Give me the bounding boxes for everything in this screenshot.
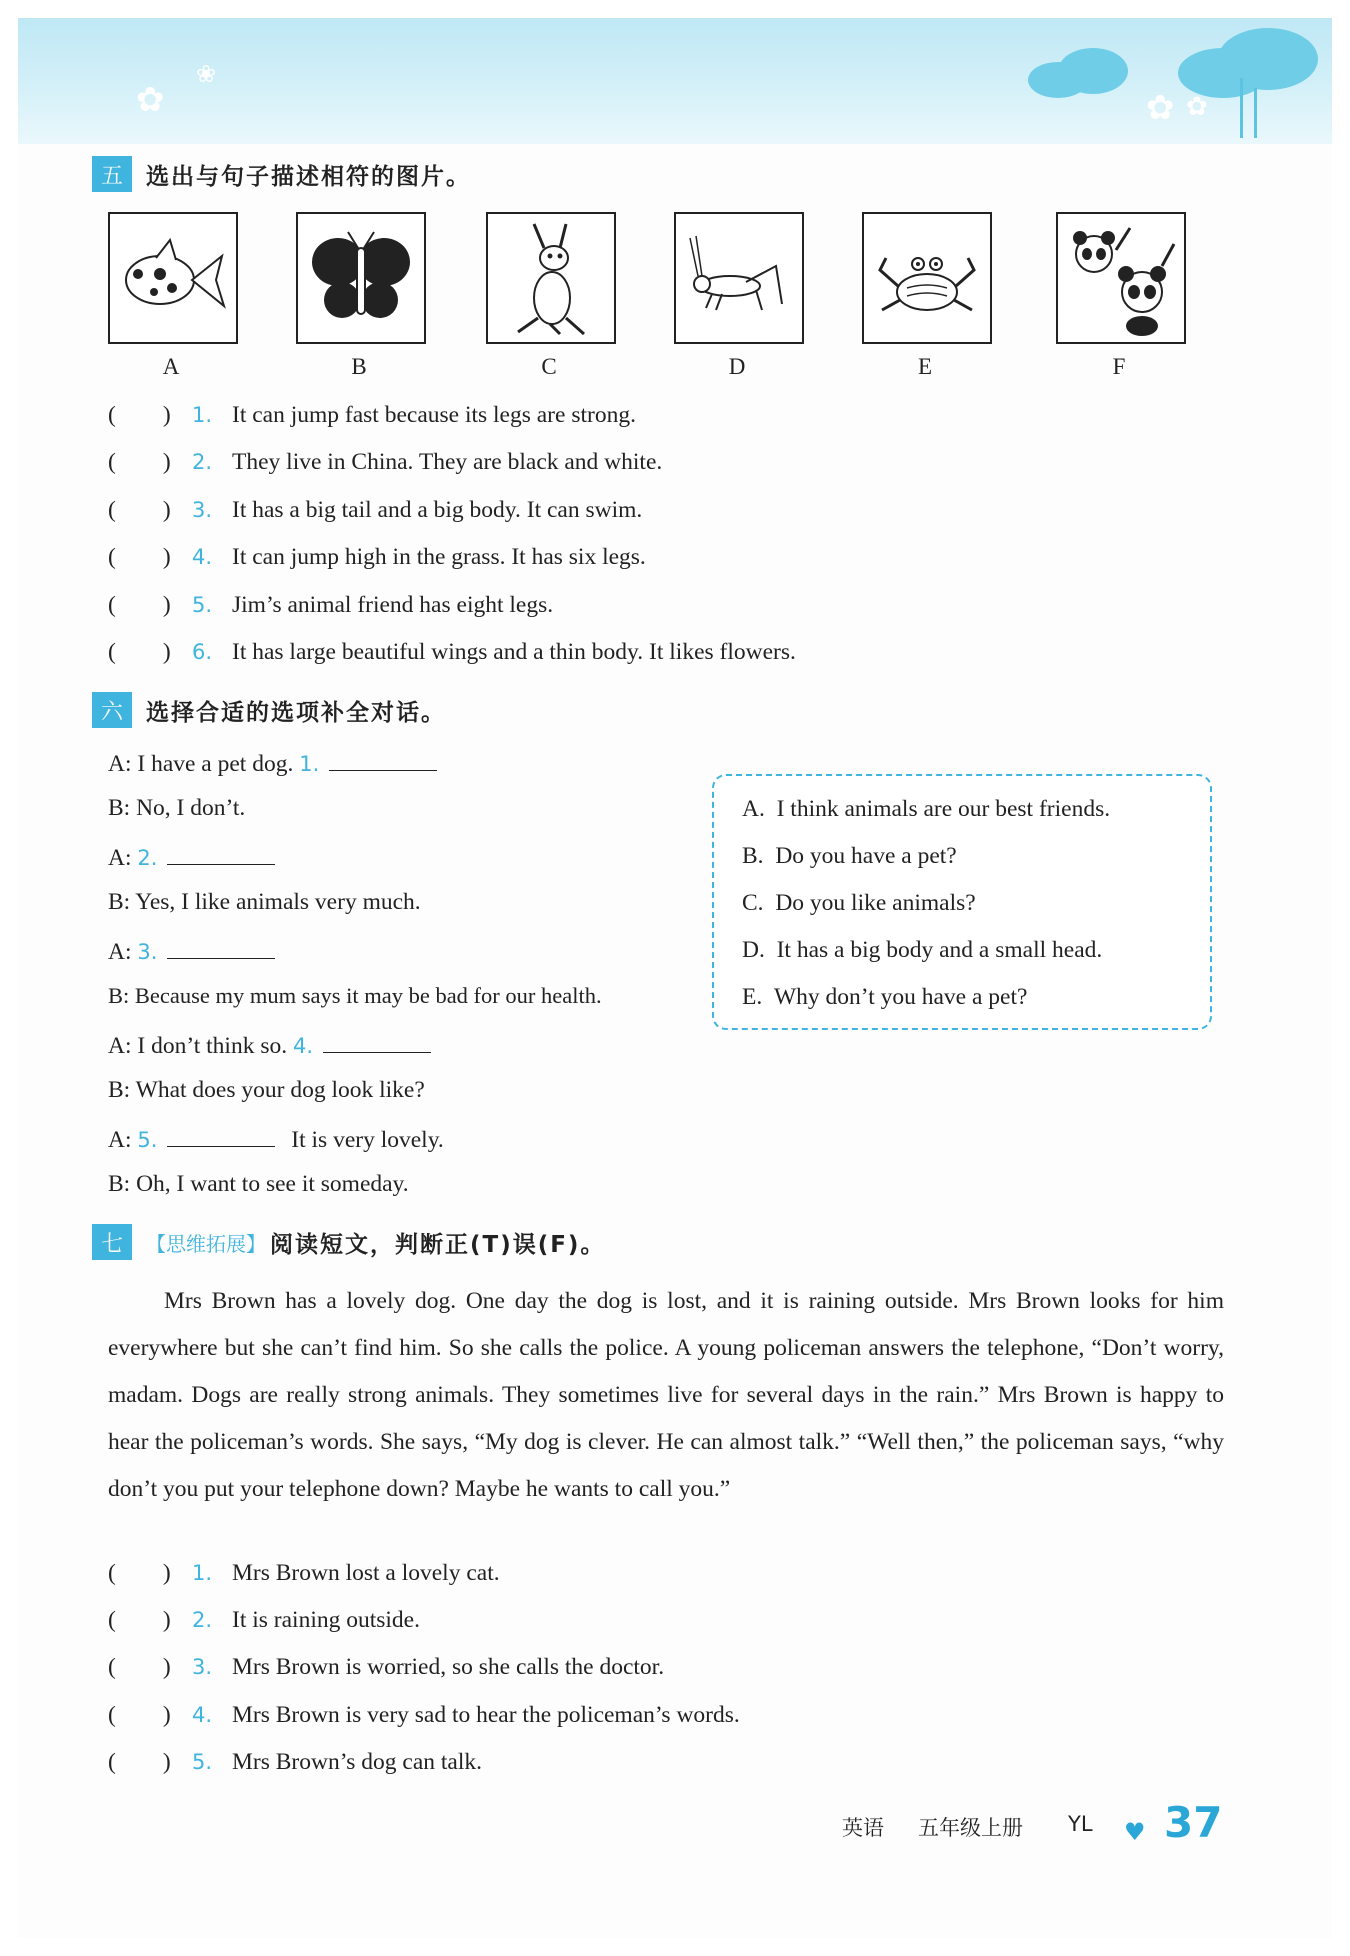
dialogue-line: A: 3. xyxy=(108,936,275,966)
question-text: Mrs Brown’s dog can talk. xyxy=(232,1749,482,1775)
footer-edition: YL xyxy=(1068,1812,1093,1836)
grass-stem xyxy=(1240,78,1243,138)
dialogue-line: B: What does your dog look like? xyxy=(108,1077,425,1103)
section-number: 五 xyxy=(92,156,132,192)
question-text: Mrs Brown is very sad to hear the policeman’s words. xyxy=(232,1702,740,1728)
picture-kangaroo xyxy=(486,212,616,344)
footer-grade: 五年级上册 xyxy=(918,1816,1023,1840)
question-line: 1. xyxy=(192,403,213,427)
answer-blank[interactable] xyxy=(167,1124,275,1147)
question-text: Jim’s animal friend has eight legs. xyxy=(232,592,554,618)
question-line: 4. xyxy=(192,545,213,569)
question-text: Mrs Brown lost a lovely cat. xyxy=(232,1560,500,1586)
dialogue-line: A: 5. It is very lovely. xyxy=(108,1124,444,1154)
goldfish-icon xyxy=(110,214,236,342)
question-line: 3. xyxy=(192,1655,213,1679)
question-line: 2. xyxy=(192,1608,213,1632)
picture-grasshopper xyxy=(674,212,804,344)
section-title: 选出与句子描述相符的图片。 xyxy=(146,163,471,190)
option-item: A. I think animals are our best friends. xyxy=(742,796,1111,822)
footer-subject: 英语 xyxy=(842,1816,884,1840)
question-line: 3. xyxy=(192,498,213,522)
answer-paren[interactable]: ( ) xyxy=(108,1654,171,1680)
answer-paren[interactable]: ( ) xyxy=(108,449,171,475)
butterfly-icon xyxy=(298,214,424,342)
question-text: It can jump fast because its legs are strong. xyxy=(232,402,636,428)
cloud-shape xyxy=(1058,48,1128,94)
answer-paren[interactable]: ( ) xyxy=(108,402,171,428)
answer-blank[interactable] xyxy=(167,936,275,959)
section-number: 七 xyxy=(92,1224,132,1260)
option-item: D. It has a big body and a small head. xyxy=(742,937,1103,963)
answer-paren[interactable]: ( ) xyxy=(108,1607,171,1633)
question-line: 5. xyxy=(192,593,213,617)
pandas-icon xyxy=(1058,214,1184,342)
section-five-header xyxy=(92,154,471,194)
option-item: B. Do you have a pet? xyxy=(742,843,957,869)
picture-label: B xyxy=(351,354,367,379)
answer-blank[interactable] xyxy=(167,842,275,865)
grasshopper-icon xyxy=(676,214,802,342)
section-six-header xyxy=(92,690,446,730)
question-line: 6. xyxy=(192,640,213,664)
question-line: 5. xyxy=(192,1750,213,1774)
question-line: 2. xyxy=(192,450,213,474)
answer-blank[interactable] xyxy=(329,748,437,771)
question-text: It is raining outside. xyxy=(232,1607,420,1633)
picture-label: A xyxy=(162,354,180,379)
answer-paren[interactable]: ( ) xyxy=(108,1702,171,1728)
grass-stem xyxy=(1254,88,1257,138)
top-banner xyxy=(18,18,1332,144)
question-line: 1. xyxy=(192,1561,213,1585)
dialogue-line: A: I have a pet dog. 1. xyxy=(108,748,437,778)
picture-goldfish xyxy=(108,212,238,344)
question-text: It has large beautiful wings and a thin body. It likes flowers. xyxy=(232,639,796,665)
picture-label: E xyxy=(917,354,933,379)
answer-paren[interactable]: ( ) xyxy=(108,1560,171,1586)
answer-paren[interactable]: ( ) xyxy=(108,497,171,523)
question-text: Mrs Brown is worried, so she calls the doctor. xyxy=(232,1654,665,1680)
page-number: 37 xyxy=(1164,1798,1223,1847)
section-seven-header xyxy=(92,1222,605,1262)
flower-icon: ✿ xyxy=(1146,88,1175,128)
picture-pandas xyxy=(1056,212,1186,344)
section-number: 六 xyxy=(92,692,132,728)
picture-label: C xyxy=(541,354,557,379)
flower-icon: ✿ xyxy=(1186,92,1208,122)
reading-passage xyxy=(108,1278,1224,1513)
dialogue-line: B: Oh, I want to see it someday. xyxy=(108,1171,409,1197)
kangaroo-icon xyxy=(488,214,614,342)
heart-icon: ♥ xyxy=(1124,1818,1146,1846)
answer-paren[interactable]: ( ) xyxy=(108,544,171,570)
options-box xyxy=(712,774,1212,1030)
cloud-shape xyxy=(1218,28,1318,90)
question-text: They live in China. They are black and white. xyxy=(232,449,663,475)
option-item: C. Do you like animals? xyxy=(742,890,976,916)
question-text: It has a big tail and a big body. It can swim. xyxy=(232,497,643,523)
dialogue-line: A: 2. xyxy=(108,842,275,872)
passage-text: Mrs Brown has a lovely dog. One day the dog is lost, and it is raining outside. Mrs Brown looks for him everywhere but she can’t find him. So she calls the police. A young policeman answers the telephone, “Don’t worry, madam. Dogs are really strong animals. They sometimes live for several days in the rain.” Mrs Brown is happy to hear the policeman’s words. She says, “My dog is clever. He can almost talk.” “Well then,” the policeman says, “why don’t you put your telephone down? Maybe he wants to call you.” xyxy=(108,1288,1224,1502)
dialogue-line: A: I don’t think so. 4. xyxy=(108,1030,431,1060)
answer-blank[interactable] xyxy=(323,1030,431,1053)
section-title: 阅读短文，判断正(T)误(F)。 xyxy=(270,1231,606,1258)
option-item: E. Why don’t you have a pet? xyxy=(742,984,1028,1010)
flower-icon: ✿ xyxy=(136,80,165,120)
dialogue-line: B: Because my mum says it may be bad for our health. xyxy=(108,983,602,1008)
answer-paren[interactable]: ( ) xyxy=(108,639,171,665)
question-text: It can jump high in the grass. It has six legs. xyxy=(232,544,646,570)
dialogue-line: B: No, I don’t. xyxy=(108,795,246,821)
answer-paren[interactable]: ( ) xyxy=(108,592,171,618)
picture-crab xyxy=(862,212,992,344)
section-title: 选择合适的选项补全对话。 xyxy=(146,699,446,726)
dialogue-line: B: Yes, I like animals very much. xyxy=(108,889,421,915)
question-line: 4. xyxy=(192,1703,213,1727)
section-tag: 【思维拓展】 xyxy=(146,1231,266,1256)
flower-icon: ❀ xyxy=(196,60,217,88)
picture-label: F xyxy=(1112,354,1126,379)
picture-butterfly xyxy=(296,212,426,344)
picture-label: D xyxy=(728,354,746,379)
crab-icon xyxy=(864,214,990,342)
answer-paren[interactable]: ( ) xyxy=(108,1749,171,1775)
